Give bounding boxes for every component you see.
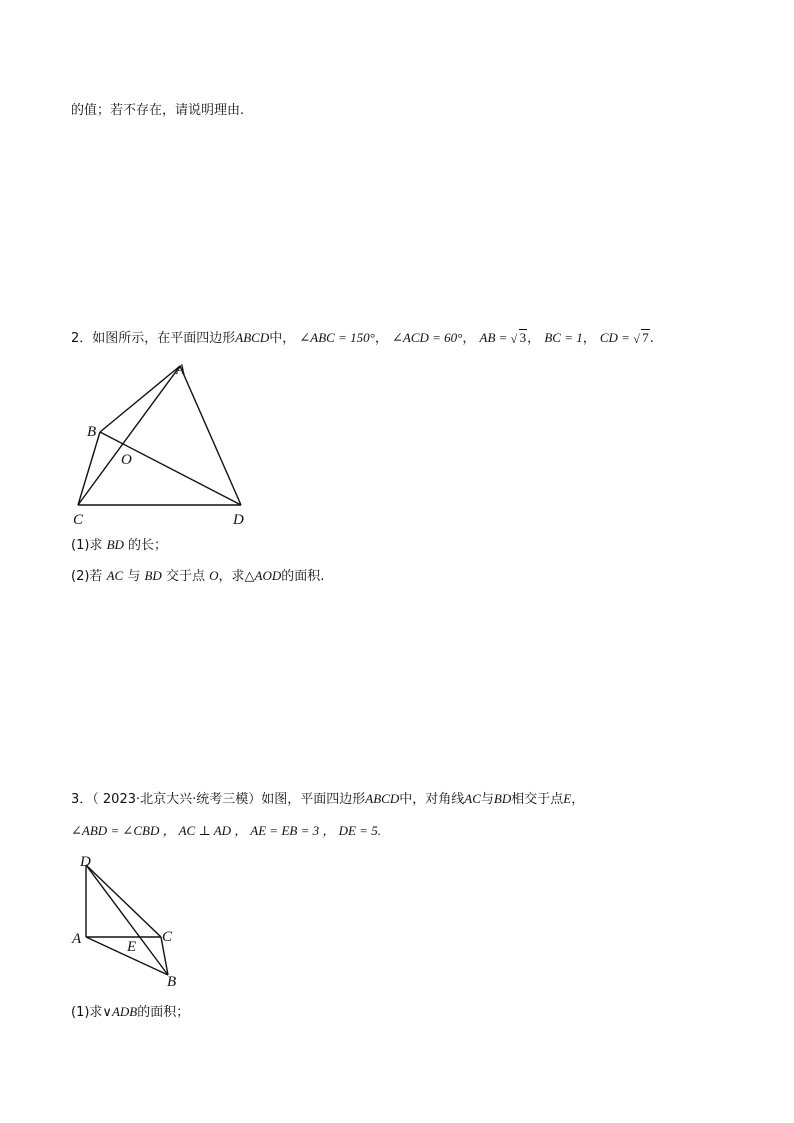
text-fragment: 相交于点 (511, 792, 564, 807)
vertex-label-c: C (162, 929, 173, 945)
sqrt-3: √ 3 (510, 330, 527, 346)
conditions-text: ∠ABD = ∠CBD ， AC ⊥ AD ， AE = EB = 3 ， DE = 5. (71, 823, 381, 838)
text-fragment: 与 (480, 792, 494, 807)
triangle-name: ADB (111, 1004, 138, 1019)
segment-name: BD (493, 791, 512, 806)
segment-name: BD (106, 537, 124, 552)
sqrt-7: √ 7 (633, 330, 649, 346)
text-fragment: 中， (269, 331, 296, 346)
triangle-name: AOD (254, 568, 282, 583)
question-suffix: 的长； (128, 538, 168, 553)
problem-2-statement (71, 329, 654, 348)
segment-name: AC (464, 791, 481, 806)
condition-angle-abc: ∠ABC = 150° (299, 330, 375, 345)
condition-ab-label: AB = (479, 330, 511, 345)
continuation-text (71, 102, 244, 120)
question-prefix: (2)若 (71, 569, 103, 584)
question-prefix: (1)求∨ (71, 1005, 112, 1020)
problem-number: 2． (71, 331, 93, 346)
problem-3-conditions (71, 822, 381, 840)
separator: ， (571, 792, 585, 807)
text-fragment: 中，对角线 (399, 792, 465, 807)
problem-3-statement (71, 790, 584, 809)
segment-dc (86, 865, 161, 937)
separator: ， (374, 331, 388, 346)
quadrilateral-name: ABCD (365, 791, 400, 806)
condition-cd-label: CD = (599, 330, 634, 345)
vertex-label-c: C (73, 512, 84, 528)
text-fragment: 与 (127, 569, 141, 584)
problem-number: 3． (71, 792, 93, 807)
point-name: E (563, 791, 572, 806)
problem-2-question-2 (71, 567, 324, 586)
text-fragment: ，求△ (218, 569, 255, 584)
vertex-label-a: A (176, 362, 186, 378)
segment-name: AC (106, 568, 124, 583)
intersection-label-e: E (127, 939, 137, 955)
vertex-label-d: D (233, 512, 244, 528)
vertex-label-b: B (87, 424, 97, 440)
question-suffix: 的面积； (137, 1005, 190, 1020)
continuation-sentence: 的值；若不存在，请说明理由. (71, 103, 245, 118)
segment-ab (100, 366, 180, 432)
condition-angle-acd: ∠ACD = 60° (391, 330, 463, 345)
problem-2-question-1 (71, 536, 167, 555)
question-prefix: (1)求 (71, 538, 103, 553)
problem-3-figure (68, 850, 188, 995)
problem-source: （ 2023·北京大兴·统考三模） (92, 792, 262, 807)
question-suffix: 的面积. (281, 569, 325, 584)
separator: ， (462, 331, 476, 346)
problem-intro: 如图，平面四边形 (261, 792, 366, 807)
quadrilateral-name: ABCD (235, 330, 270, 345)
separator: ， (527, 331, 541, 346)
problem-3-question-1 (71, 1003, 189, 1022)
separator: ， (582, 331, 596, 346)
point-name: O (209, 568, 219, 583)
vertex-label-a: A (72, 931, 82, 947)
vertex-label-d: D (80, 854, 91, 870)
problem-intro: 如图所示，在平面四边形 (92, 331, 236, 346)
condition-bc: BC = 1 (544, 330, 583, 345)
segment-da (180, 366, 241, 505)
segment-name: BD (144, 568, 162, 583)
diagonal-db (86, 865, 168, 975)
radicand: 3 (519, 330, 527, 345)
diagonal-bd (100, 432, 241, 505)
segment-bc (78, 432, 100, 505)
intersection-label-o: O (121, 452, 132, 468)
period: . (649, 331, 654, 346)
radicand: 7 (642, 330, 649, 345)
text-fragment: 交于点 (165, 569, 205, 584)
vertex-label-b: B (167, 974, 177, 990)
problem-2-figure (60, 358, 260, 533)
